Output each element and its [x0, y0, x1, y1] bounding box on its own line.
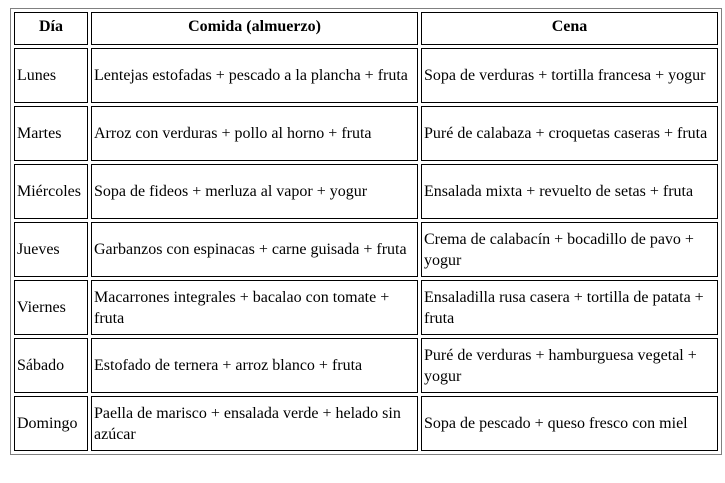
table-row: [14, 164, 718, 219]
table-row: [14, 280, 718, 335]
table-row: [14, 222, 718, 277]
day-cell: Jueves: [14, 222, 88, 277]
dinner-cell: Sopa de verduras + tortilla francesa + yogur: [421, 48, 718, 103]
lunch-cell: Lentejas estofadas + pescado a la plancha + fruta: [91, 48, 418, 103]
lunch-cell: Macarrones integrales + bacalao con tomate + fruta: [91, 280, 418, 335]
header-lunch: Comida (almuerzo): [91, 12, 418, 45]
lunch-cell: Garbanzos con espinacas + carne guisada + fruta: [91, 222, 418, 277]
dinner-cell: Sopa de pescado + queso fresco con miel: [421, 396, 718, 451]
dinner-cell: Ensaladilla rusa casera + tortilla de patata + fruta: [421, 280, 718, 335]
header-row: [14, 12, 718, 45]
table-row: [14, 48, 718, 103]
menu-table-container: [10, 8, 722, 455]
day-cell: Domingo: [14, 396, 88, 451]
day-cell: Sábado: [14, 338, 88, 393]
day-cell: Viernes: [14, 280, 88, 335]
lunch-cell: Estofado de ternera + arroz blanco + fruta: [91, 338, 418, 393]
table-row: [14, 396, 718, 451]
dinner-cell: Ensalada mixta + revuelto de setas + fruta: [421, 164, 718, 219]
lunch-cell: Paella de marisco + ensalada verde + helado sin azúcar: [91, 396, 418, 451]
weekly-menu-table: [10, 8, 722, 455]
day-cell: Lunes: [14, 48, 88, 103]
dinner-cell: Puré de verduras + hamburguesa vegetal + yogur: [421, 338, 718, 393]
lunch-cell: Sopa de fideos + merluza al vapor + yogur: [91, 164, 418, 219]
header-day: Día: [14, 12, 88, 45]
day-cell: Martes: [14, 106, 88, 161]
dinner-cell: Puré de calabaza + croquetas caseras + fruta: [421, 106, 718, 161]
table-row: [14, 106, 718, 161]
table-row: [14, 338, 718, 393]
header-dinner: Cena: [421, 12, 718, 45]
dinner-cell: Crema de calabacín + bocadillo de pavo + yogur: [421, 222, 718, 277]
day-cell: Miércoles: [14, 164, 88, 219]
lunch-cell: Arroz con verduras + pollo al horno + fruta: [91, 106, 418, 161]
